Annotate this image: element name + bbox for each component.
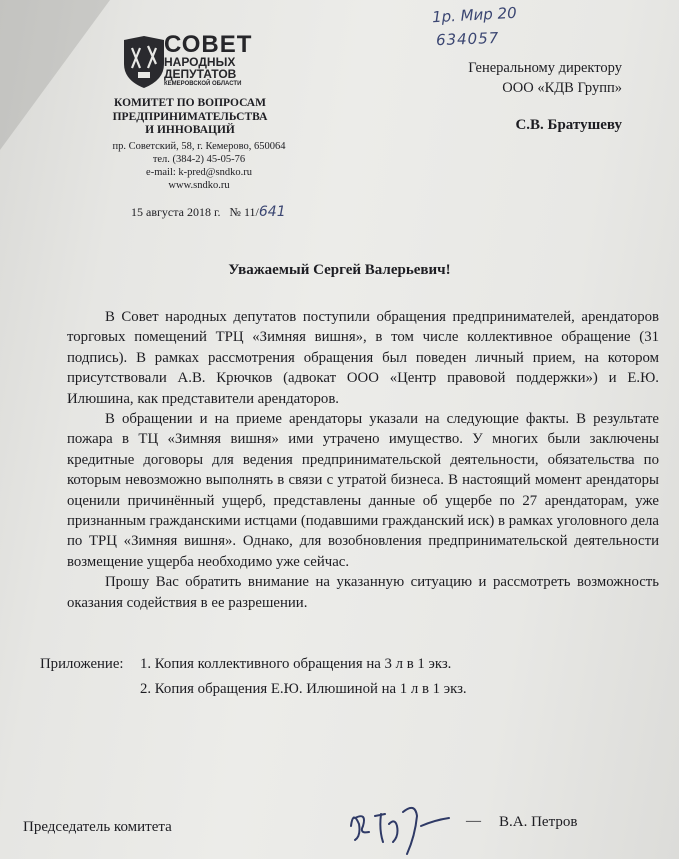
body-paragraph: Прошу Вас обратить внимание на указанную ситуацию и рассмотреть возможность оказания содействия в ее разрешении. — [67, 574, 659, 611]
signatory-position: Председатель комитета — [23, 819, 172, 835]
committee-name — [96, 97, 284, 138]
contact-phone: тел. (384-2) 45-05-76 — [152, 154, 246, 165]
paper-fold-shadow — [0, 0, 110, 150]
attachment-item: 1. Копия коллективного обращения на 3 л в 1 экз. — [140, 656, 452, 672]
salutation: Уважаемый Сергей Валерьевич! — [228, 262, 451, 278]
org-name-line2: НАРОДНЫХ — [164, 55, 236, 69]
body-paragraph: В Совет народных депутатов поступили обращения предпринимателей, арендаторов торговых помещений ТРЦ «Зимняя вишня», в том числе коллективное обращение (31 подпись). В рамках рассмотрения обращения был поведен личный прием, на котором присутствовали А.В. Крючков (адвокат ООО «Центр правовой поддержки») и Е.Ю. Илюшина, как представители арендаторов. — [67, 309, 659, 407]
org-name-line1: СОВЕТ — [164, 31, 253, 58]
org-name-line4: КЕМЕРОВСКОЙ ОБЛАСТИ — [164, 81, 242, 87]
letter-body — [67, 307, 659, 613]
addressee-position: Генеральному директору — [468, 60, 622, 76]
body-paragraph: В обращении и на приеме арендаторы указали на следующие факты. В результате пожара в ТЦ «Зимняя вишня» ими утрачено имущество. У многих были заключены кредитные договоры для ведения предпринимательской деятельности, обязательства по которым невозможно выполнять в связи с утратой бизнеса. В настоящий момент арендаторы оценили причинённый ущерб, представлены данные об ущербе по 27 арендаторам, уже признанным гражданскими истцами (подавшими гражданский иск) в рамках уголовного дела по ТРЦ «Зимняя вишня». Однако, для возобновления предпринимательской деятельности возмещение ущерба необходимо уже сейчас. — [67, 411, 659, 570]
contact-address: пр. Советский, 58, г. Кемерово, 650064 — [112, 141, 286, 152]
coat-of-arms-icon — [118, 34, 170, 90]
attachment-item: 2. Копия обращения Е.Ю. Илюшиной на 1 л в 1 экз. — [140, 681, 467, 697]
committee-contacts — [96, 140, 302, 192]
addressee-name: С.В. Братушеву — [515, 117, 622, 133]
contact-website: www.sndko.ru — [168, 180, 230, 191]
addressee-company: ООО «КДВ Групп» — [502, 80, 622, 96]
date-line-text: 15 августа 2018 г. № 11/ — [131, 205, 259, 219]
attachments-label: Приложение: — [40, 656, 124, 672]
signature-dash: — — [466, 813, 481, 829]
handwritten-outgoing-number: 641 — [258, 204, 286, 220]
committee-line: ПРЕДПРИНИМАТЕЛЬСТВА — [112, 110, 268, 123]
organization-name — [164, 31, 304, 88]
committee-line: И ИННОВАЦИЙ — [145, 124, 235, 136]
date-and-number — [131, 204, 286, 220]
committee-line: КОМИТЕТ ПО ВОПРОСАМ — [114, 97, 266, 109]
contact-email: e-mail: k-pred@sndko.ru — [146, 167, 252, 178]
handwritten-signature — [345, 796, 475, 856]
handwritten-address-note: 1р. Мир 20 — [431, 3, 518, 27]
signatory-name: В.А. Петров — [499, 814, 578, 830]
org-name-line3: ДЕПУТАТОВ — [164, 67, 237, 81]
handwritten-postcode-note: 634057 — [435, 28, 500, 50]
